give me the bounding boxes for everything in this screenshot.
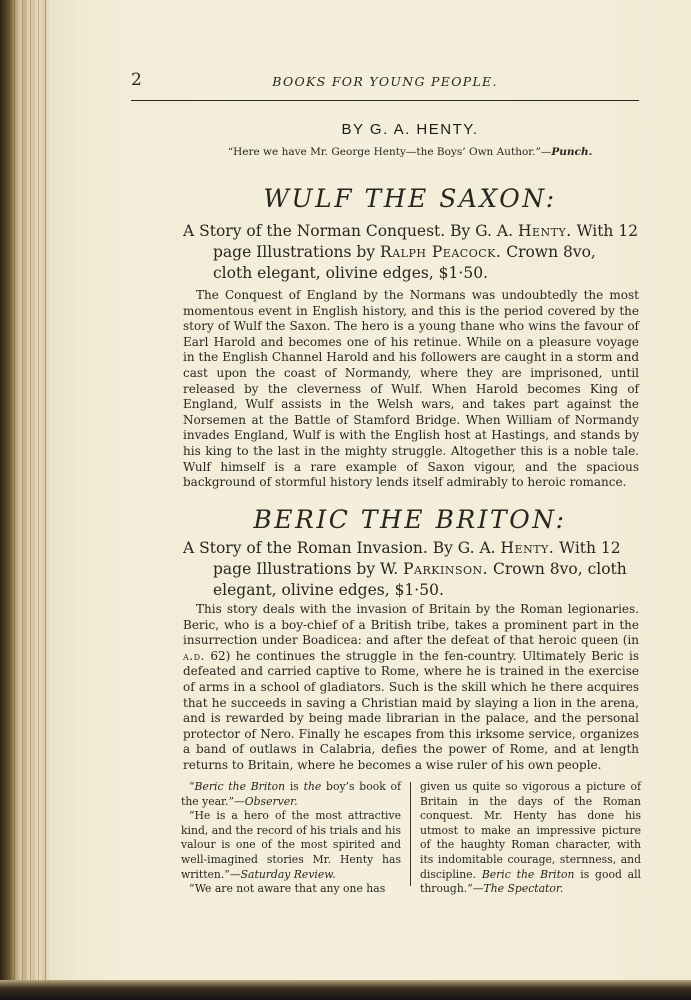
press-reviews [181, 780, 642, 896]
review-source: Saturday Review. [240, 867, 336, 881]
review-source: The Spectator. [483, 882, 564, 896]
review-text: “He is a hero of the most attractive kind, and the record of his trials and his valour is one of the most spirited and well-imagined stories Mr. Henty has written.”— [181, 809, 401, 881]
review-text: is [285, 780, 304, 793]
page-number: 2 [131, 70, 142, 90]
review-spectator-start [181, 882, 401, 897]
author-quote-source: Punch. [551, 146, 593, 158]
book-summary-beric [183, 602, 639, 774]
review-text: is good all through.”— [420, 867, 642, 896]
desc-text: Crown 8vo, cloth elegant, olivine edges, $1·50. [213, 243, 596, 282]
book-binding [0, 0, 52, 1000]
book-summary-wulf [183, 288, 639, 491]
book-description-wulf [183, 221, 639, 284]
author-quote-text: “Here we have Mr. George Henty—the Boys’ Own Author.”— [227, 146, 552, 158]
book-title-beric: BERIC THE BRITON: [253, 505, 567, 534]
page-header [131, 68, 639, 101]
reviews-right-column [420, 780, 641, 897]
page-bottom-shadow [0, 980, 691, 1000]
desc-author: Henty. [517, 222, 572, 240]
reviews-left-column [181, 780, 401, 897]
review-spectator-cont [420, 780, 641, 897]
review-italic: Beric the Briton [481, 867, 575, 881]
review-source: Observer. [244, 794, 298, 808]
desc-text: A Story of the Norman Conquest. By G. A. [183, 222, 518, 240]
summary-text: This story deals with the invasion of Britain by the Roman legionaries. Beric, who is a boy-chief of a British tribe, takes a prominent part in the insurrection under Boadicea: and after the defeat of that heroic queen (in [183, 602, 639, 648]
desc-text: With 12 page Illustrations by W. [213, 539, 621, 578]
summary-paragraph: The Conquest of England by the Normans was undoubtedly the most momentous event in English history, and this is the period covered by the story of Wulf the Saxon. The hero is a young thane who wins the favour of Earl Harold and becomes one of his retinue. While on a pleasure voyage in the English Channel Harold and his followers are caught in a storm and cast upon the coast of Normandy, where they are imprisoned, until released by the cleverness of Wulf. When Harold becomes King of England, Wulf assists in the Welsh wars, and takes part against the Norsemen at the Battle of Stamford Bridge. When William of Normandy invades England, Wulf is with the English host at Hastings, and stands by his king to the last in the mighty struggle. Altogether this is a noble tale. Wulf himself is a rare example of Saxon vigour, and the spacious background of stormful history lends itself admirably to heroic romance. [183, 288, 639, 490]
desc-illustrator: Ralph Peacock. [380, 243, 502, 261]
desc-author: Henty. [500, 539, 555, 557]
quote-mark: “ [189, 780, 195, 793]
era-abbrev: a.d. [183, 648, 205, 663]
desc-text: With 12 page Illustrations by [213, 222, 639, 261]
author-heading: BY G. A. HENTY. [341, 121, 479, 138]
desc-text: Crown 8vo, cloth elegant, olivine edges, $1·50. [213, 560, 627, 599]
column-divider [410, 782, 411, 886]
author-quote [182, 146, 638, 158]
review-observer [181, 780, 401, 809]
review-text: “We are not aware that any one has [189, 882, 386, 896]
desc-text: A Story of the Roman Invasion. By G. A. [183, 539, 501, 557]
summary-paragraph [183, 602, 639, 774]
review-text: boy’s book of the year.”— [181, 780, 402, 808]
book-title-wulf: WULF THE SAXON: [263, 184, 557, 213]
summary-text: 62) he continues the struggle in the fen-country. Ultimately Beric is defeated and carried captive to Rome, where he is trained in the exercise of arms in a school of gladiators. Such is the skill which he there acquires that he succeeds in saving a Christian maid by slaying a lion in the arena, and is rewarded by being made librarian in the palace, and the personal protector of Nero. Finally he escapes from this irksome service, organizes a band of outlaws in Calabria, defies the power of Rome, and at length returns to Britain, where he becomes a wise ruler of his own people. [183, 648, 639, 772]
review-italic: the [303, 780, 322, 793]
desc-illustrator: Parkinson. [403, 560, 489, 578]
running-title: BOOKS FOR YOUNG PEOPLE. [272, 74, 498, 89]
review-italic: Beric the Briton [194, 780, 286, 793]
book-description-beric [183, 538, 639, 601]
review-text: given us quite so vigorous a picture of Britain in the days of the Roman conquest. Mr. Henty has done his utmost to make an impressive picture of the haughty Roman character, with its indomitable courage, sternness, and discipline. [420, 780, 641, 881]
review-saturday [181, 809, 401, 882]
